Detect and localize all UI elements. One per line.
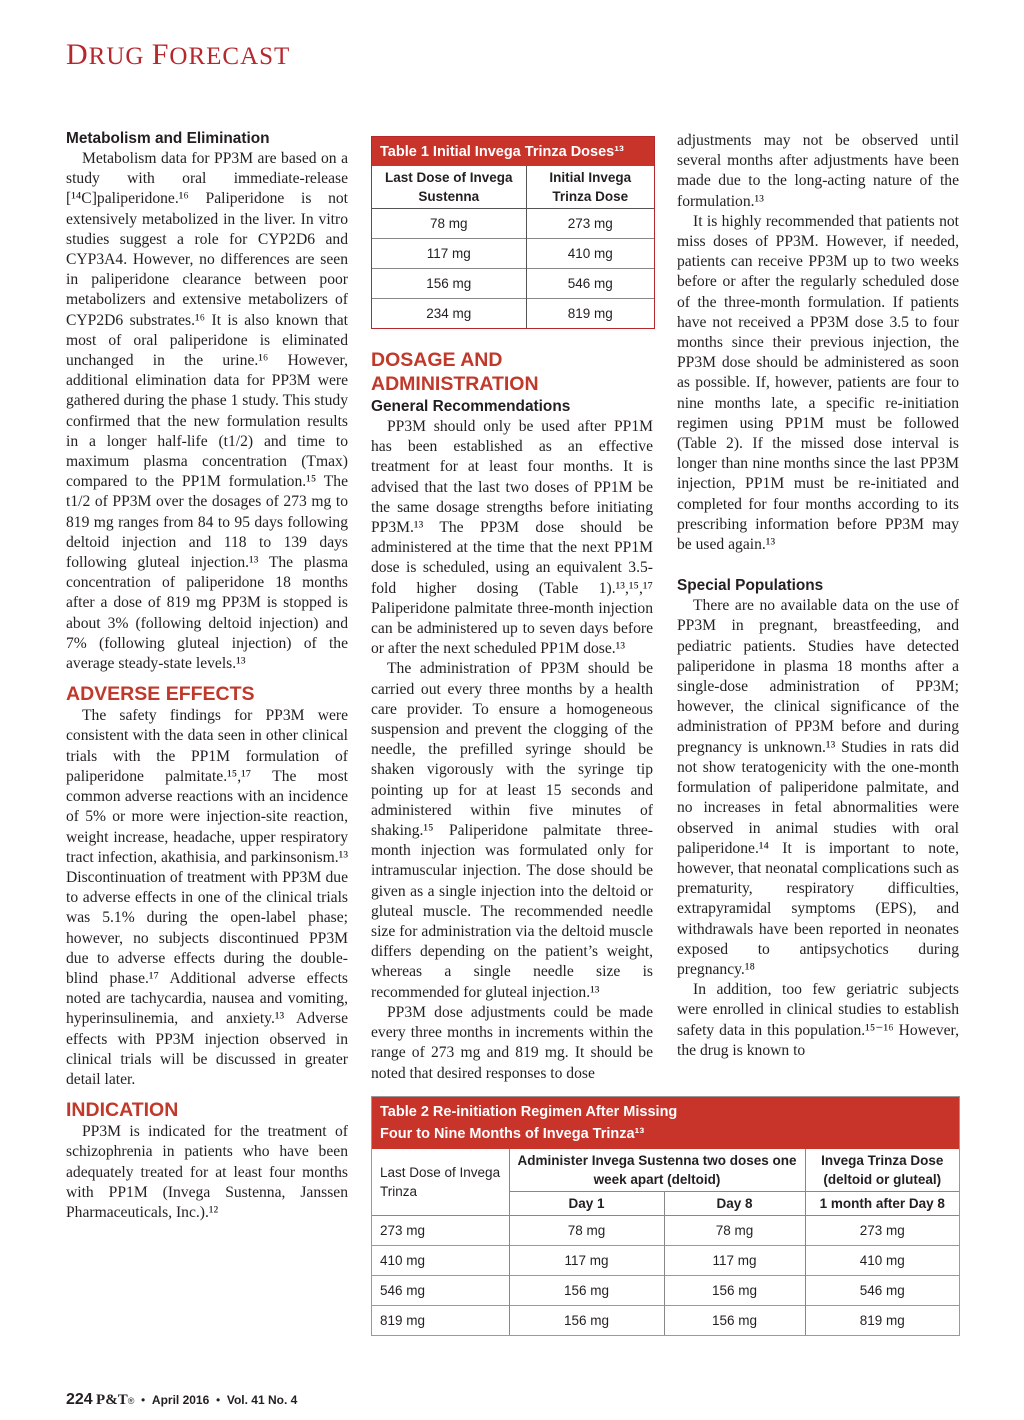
table-cell: 546 mg: [526, 269, 654, 299]
paragraph-adjustments: adjustments may not be observed until several months after adjustments have been made due to the long-acting nature of the formulation.¹³: [677, 132, 959, 210]
table-cell: 410 mg: [526, 239, 654, 269]
table-cell: 273 mg: [805, 1216, 959, 1246]
header-second-initial: F: [151, 38, 170, 71]
table-row: [372, 1306, 959, 1336]
paragraph-metabolism: Metabolism data for PP3M are based on a study with oral immediate-release [¹⁴C]paliperidone.¹⁶ Paliperidone is not extensively metabolized in the liver. In vitro studies suggest a role for CYP2D6 and CYP3A4. However, no differences are seen in paliperidone clearance between poor metabolizers and extensive metabolizers of CYP2D6 substrates.¹⁶ It is also known that most of oral paliperidone is eliminated unchanged in the urine.¹⁶ However, additional elimination data for PP3M were gathered during the phase 1 study. This study confirmed that the new formulation results in a longer half-life (t1/2) and time to maximum plasma concentration (Tmax) compared to the PP1M formulation.¹⁵ The t1/2 of PP3M over the dosages of 273 mg to 819 mg ranges from 84 to 95 days following deltoid injection and 118 to 139 days following gluteal injection.¹³ The plasma concentration of paliperidone 18 months after a dose of 819 mg PP3M is stopped is about 3% (following deltoid injection) and 7% (following gluteal injection) of the average steady-state levels.¹³: [66, 150, 348, 673]
heading-dosage: DOSAGE AND ADMINISTRATION: [371, 349, 539, 395]
table-1-caption: Table 1 Initial Invega Trinza Doses¹³: [372, 137, 654, 166]
table-cell: 156 mg: [509, 1306, 664, 1336]
paragraph-missed-doses: It is highly recommended that patients not miss doses of PP3M. However, if needed, patients can receive PP3M up to two weeks before or after the regularly scheduled dose of the three-month formulation. If patients have not received a PP3M dose 3.5 to four months since their previous injection, the PP3M dose should be administered as soon as possible. If, however, patients are four to nine months late, a specific re-initiation regimen using PP1M must be followed (Table 2). If the missed dose interval is longer than nine months since the last PP3M injection, PP1M must be re-initiated and completed for four months according to its prescribing information before PP3M may be used again.¹³: [677, 212, 959, 554]
heading-general-recommendations: General Recommendations: [371, 398, 571, 415]
table-2-caption-line-2: Four to Nine Months of Invega Trinza¹³: [380, 1126, 645, 1142]
table-cell: 156 mg: [509, 1276, 664, 1306]
table-2: [371, 1096, 960, 1336]
table-2-header-last-dose: Last Dose of Invega Trinza: [372, 1149, 509, 1216]
table-cell: 117 mg: [664, 1246, 805, 1276]
column-1: [66, 128, 348, 1223]
table-cell: 78 mg: [372, 209, 526, 239]
table-cell: 546 mg: [805, 1276, 959, 1306]
table-row: [372, 1276, 959, 1306]
header-first-initial: D: [66, 38, 89, 71]
table-1-header-last-dose: Last Dose of Invega Sustenna: [372, 166, 526, 209]
table-cell: 156 mg: [372, 269, 526, 299]
table-cell: 819 mg: [372, 1306, 509, 1336]
heading-metabolism: Metabolism and Elimination: [66, 130, 270, 147]
table-2-caption: [372, 1097, 959, 1149]
table-row: [372, 269, 654, 299]
table-2-header-day-1: Day 1: [509, 1192, 664, 1216]
page-number: 224: [66, 1391, 93, 1408]
table-row: [372, 1246, 959, 1276]
table-2-header-day-8: Day 8: [664, 1192, 805, 1216]
table-cell: 78 mg: [664, 1216, 805, 1246]
table-cell: 117 mg: [372, 239, 526, 269]
header-first-rest: RUG: [88, 43, 145, 70]
issue-volume: Vol. 41 No. 4: [226, 1393, 298, 1407]
table-1-header-initial-dose: Initial Invega Trinza Dose: [526, 166, 654, 209]
paragraph-dosage-3: PP3M dose adjustments could be made every three months in increments within the range of 273 mg and 819 mg. It should be noted that desired responses to dose: [371, 1003, 653, 1082]
paragraph-dosage-2: The administration of PP3M should be carried out every three months by a health care provider. To ensure a homogeneous suspension and prevent the clogging of the needle, the prefilled syringe should be shaken vigorously with the syringe tip pointing up for at least 15 seconds and administered within five minutes of shaking.¹⁵ Paliperidone palmitate three-month injection was formulated only for intramuscular injection. The dose should be given as a single injection into the deltoid or gluteal muscle. The recommended needle size for administration via the deltoid muscle differs depending on the patient’s weight, whereas a single needle size is recommended for gluteal injection.¹³: [371, 660, 653, 1001]
table-2-caption-line-1: Table 2 Re-initiation Regimen After Missing: [380, 1104, 678, 1120]
journal-registered-mark: ®: [127, 1396, 135, 1406]
table-row: [372, 209, 654, 239]
table-1: [371, 136, 655, 329]
paragraph-special-populations: There are no available data on the use of PP3M in pregnant, breastfeeding, and pediatric patients. Studies have detected paliperidone in plasma 18 months after a single-dose administration of PP3M; however, the clinical significance of the administration of PP3M before and during pregnancy is unknown.¹³ Studies in rats did not show teratogenicity with the one-month formulation of paliperidone palmitate, and no increases in fetal abnormalities were observed in animal studies with oral paliperidone.¹⁴ It is important to note, however, that neonatal complications such as prematurity, respiratory difficulties, extrapyramidal symptoms (EPS), and withdrawals have been reported in neonates exposed to antipsychotics during pregnancy.¹⁸: [677, 597, 959, 978]
column-3: [677, 131, 959, 1061]
table-2-header-sustenna: Administer Invega Sustenna two doses one week apart (deltoid): [509, 1149, 805, 1192]
table-2-header-trinza: Invega Trinza Dose (deltoid or gluteal): [805, 1149, 959, 1192]
table-cell: 819 mg: [526, 299, 654, 329]
table-2-grid: [372, 1149, 959, 1335]
table-row: [372, 239, 654, 269]
paragraph-adverse-effects: The safety findings for PP3M were consistent with the data seen in other clinical trials with the PP1M formulation of paliperidone palmitate.¹⁵,¹⁷ The most common adverse reactions with an incidence of 5% or more were injection-site reaction, weight increase, headache, upper respiratory tract infection, akathisia, and parkinsonism.¹³ Discontinuation of treatment with PP3M due to adverse effects in one of the clinical trials was 5.1% during the open-label phase; however, no subjects discontinued PP3M due to adverse effects during the double-blind phase.¹⁷ Additional adverse effects noted are tachycardia, nausea and vomiting, hyperinsulinemia, and anxiety.¹³ Adverse effects with PP3M injection observed in clinical trials will be discussed in greater detail later.: [66, 707, 348, 1088]
page-footer: 224 P&T® • April 2016 • Vol. 41 No. 4: [66, 1391, 298, 1408]
column-2: [371, 348, 653, 1084]
table-cell: 819 mg: [805, 1306, 959, 1336]
paragraph-geriatric: In addition, too few geriatric subjects were enrolled in clinical studies to establish safety data in this population.¹⁵⁻¹⁶ However, the drug is known to: [677, 981, 959, 1059]
table-cell: 117 mg: [509, 1246, 664, 1276]
journal-name: P&T: [96, 1392, 128, 1408]
table-cell: 78 mg: [509, 1216, 664, 1246]
table-cell: 156 mg: [664, 1276, 805, 1306]
heading-adverse-effects: ADVERSE EFFECTS: [66, 683, 255, 706]
table-cell: 156 mg: [664, 1306, 805, 1336]
table-cell: 234 mg: [372, 299, 526, 329]
table-1-grid: [372, 166, 654, 328]
issue-date: April 2016: [151, 1393, 210, 1407]
table-cell: 273 mg: [372, 1216, 509, 1246]
table-cell: 273 mg: [526, 209, 654, 239]
table-cell: 410 mg: [805, 1246, 959, 1276]
header-second-rest: ORECAST: [169, 43, 291, 70]
table-row: [372, 1216, 959, 1246]
heading-special-populations: Special Populations: [677, 577, 824, 595]
table-2-header-1-month: 1 month after Day 8: [805, 1192, 959, 1216]
paragraph-indication: PP3M is indicated for the treatment of schizophrenia in patients who have been adequately treated for at least four months with PP1M (Invega Sustenna, Janssen Pharmaceuticals, Inc.).¹²: [66, 1123, 348, 1221]
table-row: [372, 299, 654, 329]
running-header: [66, 38, 290, 72]
paragraph-dosage-1: PP3M should only be used after PP1M has been established as an effective treatment for at least four months. It is advised that the last two doses of PP1M be the same dosage strengths before initiating PP3M.¹³ The PP3M dose should be administered at the time that the next PP1M dose is scheduled, using an equivalent 3.5-fold higher dosing (Table 1).¹³,¹⁵,¹⁷ Paliperidone palmitate three-month injection can be administered up to seven days before or after the next scheduled PP1M dose.¹³: [371, 418, 653, 658]
table-cell: 546 mg: [372, 1276, 509, 1306]
heading-indication: INDICATION: [66, 1099, 179, 1122]
table-cell: 410 mg: [372, 1246, 509, 1276]
